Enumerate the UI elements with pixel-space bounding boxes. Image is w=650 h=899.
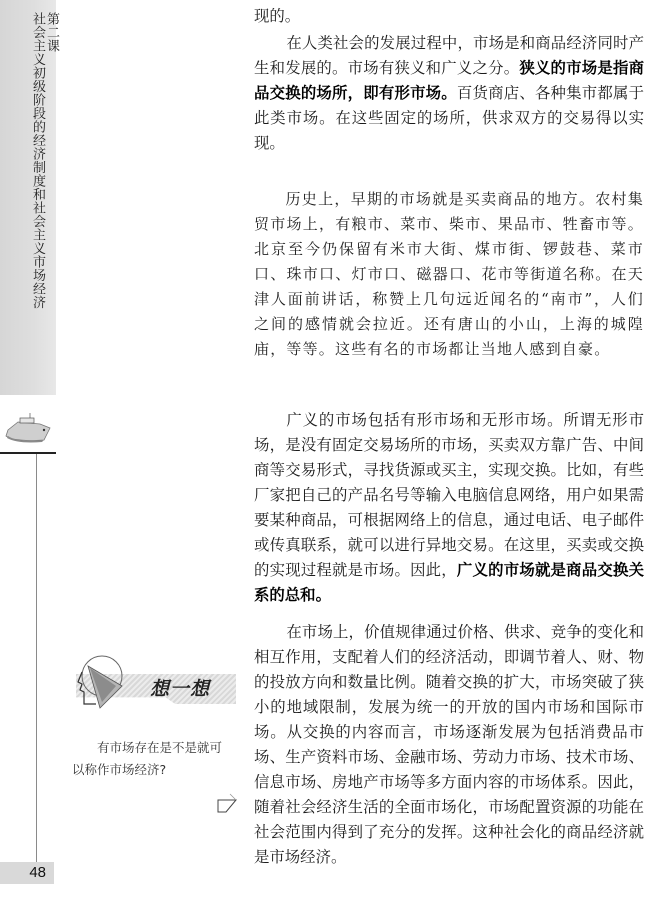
bold-definition: 广义的市场就是商品交换关系的总和。 [254, 561, 644, 604]
thinking-head-icon [66, 652, 126, 722]
divider-vertical [36, 454, 37, 864]
text: 在人类社会的发展过程中，市场是和商品经济同时产生和发展的。市场有狭义和广义之分。 [254, 34, 644, 77]
chapter-header [30, 12, 58, 309]
paragraph-narrow-market [254, 31, 644, 156]
ship-icon [4, 412, 52, 444]
page-curl-icon [216, 792, 238, 814]
text: 百货商店、各种集市都属于此类市场。在这些固定的场所，供求双方的交易得以实现。 [254, 84, 644, 152]
lesson-label: 第二课 [44, 12, 59, 53]
divider-horizontal [0, 452, 56, 454]
page-number: 48 [29, 864, 46, 881]
chapter-title: 社会主义初级阶段的经济制度和社会主义市场经济 [30, 12, 45, 309]
sidebar-story: 历史上，早期的市场就是买卖商品的地方。农村集贸市场上，有粮市、菜市、柴市、果品市、牲畜市等。北京至今仍保留有米市大街、煤市街、锣鼓巷、菜市口、珠市口、灯市口、磁器口、花市等街道名称。在天津人面前讲话，称赞上几句远近闻名的“南市”，人们之间的感情就会拉近。还有唐山的小山，上海的城隍庙，等等。这些有名的市场都让当地人感到自豪。 [254, 190, 644, 358]
page-number-band [0, 862, 54, 884]
bold-definition: 狭义的市场是指商品交换的场所，即有形市场。 [254, 59, 644, 102]
paragraph-continuation: 现的。 [254, 7, 301, 25]
think-box [66, 652, 238, 812]
paragraph-market-economy: 在市场上，价值规律通过价格、供求、竞争的变化和相互作用，支配着人们的经济活动，即调节着人、财、物的投放方向和数量比例。随着交换的扩大，市场突破了狭小的地域限制，发展为统一的开放的国内市场和国际市场。从交换的内容而言，市场逐渐发展为包括消费品市场、生产资料市场、金融市场、劳动力市场、技术市场、信息市场、房地产市场等多方面内容的市场体系。因此，随着社会经济生活的全面市场化，市场配置资源的功能在社会范围内得到了充分的发挥。这种社会化的商品经济就是市场经济。 [254, 623, 644, 866]
think-title: 想一想 [150, 678, 211, 700]
paragraph-broad-market [254, 408, 644, 608]
text: 广义的市场包括有形市场和无形市场。所谓无形市场，是没有固定交易场所的市场，买卖双方靠广告、中间商等交易形式，寻找货源或买主，实现交换。比如，有些厂家把自己的产品名号等输入电脑信息网络，用户如果需要某种商品，可根据网络上的信息，通过电话、电子邮件或传真联系，就可以进行异地交易。在这里，买卖或交换的实现过程就是市场。因此， [254, 411, 644, 579]
think-question: 有市场存在是不是就可以称作市场经济? [72, 740, 223, 777]
